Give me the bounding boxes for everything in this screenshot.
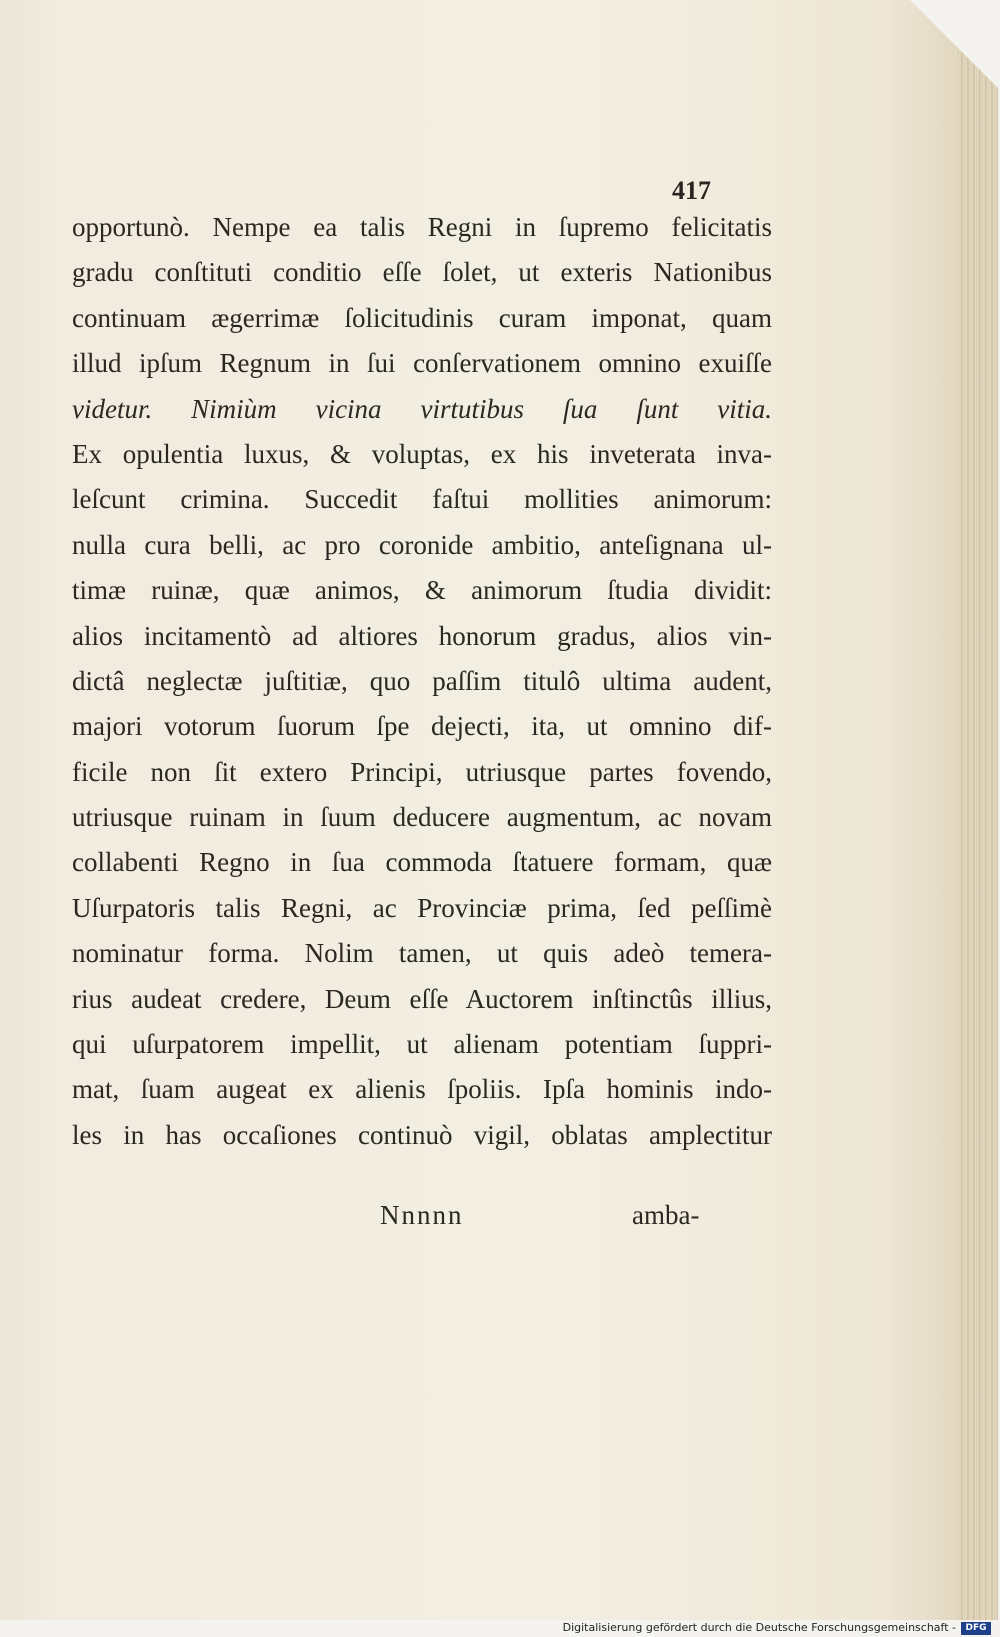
text-line: timæ ruinæ, quæ animos, & animorum ſtudia dividit: <box>72 575 772 606</box>
text-line: mat, ſuam augeat ex alienis ſpoliis. Ipſa hominis indo- <box>72 1074 772 1105</box>
text-line: illud ipſum Regnum in ſui conſervationem omnino exuiſſe <box>72 348 772 379</box>
dfg-logo: DFG <box>961 1622 991 1635</box>
text-line: nulla cura belli, ac pro coronide ambitio, anteſignana ul- <box>72 529 772 560</box>
text-line: collabenti Regno in ſua commoda ſtatuere formam, quæ <box>72 847 772 878</box>
footer-credit: Digitalisierung gefördert durch die Deutsche Forschungsgemeinschaft - <box>562 1621 956 1634</box>
catchword: amba- <box>632 1200 700 1230</box>
text-line: majori votorum ſuorum ſpe dejecti, ita, ut omnino dif- <box>72 711 772 742</box>
text-line: gradu conſtituti conditio eſſe ſolet, ut exteris Nationibus <box>72 257 772 288</box>
text-line: rius audeat credere, Deum eſſe Auctorem inſtinctûs illius, <box>72 983 772 1014</box>
text-line: continuam ægerrimæ ſolicitudinis curam imponat, quam <box>72 302 772 333</box>
signature-mark: Nnnnn <box>380 1200 464 1230</box>
text-line: Uſurpatoris talis Regni, ac Provinciæ prima, ſed peſſimè <box>72 892 772 923</box>
text-line: les in has occaſiones continuò vigil, oblatas amplectitur <box>72 1119 772 1150</box>
page-block-edge <box>958 0 998 1620</box>
text-line: Ex opulentia luxus, & voluptas, ex his inveterata inva- <box>72 438 772 469</box>
text-line: qui uſurpatorem impellit, ut alienam potentiam ſuppri- <box>72 1029 772 1060</box>
text-line: alios incitamentò ad altiores honorum gradus, alios vin- <box>72 620 772 651</box>
text-line: nominatur forma. Nolim tamen, ut quis adeò temera- <box>72 938 772 969</box>
text-line: leſcunt crimina. Succedit faſtui mollities animorum: <box>72 484 772 515</box>
body-text <box>72 205 772 1158</box>
text-line: ficile non ſit extero Principi, utriusque partes fovendo, <box>72 756 772 787</box>
text-line: opportunò. Nempe ea talis Regni in ſupremo felicitatis <box>72 212 772 242</box>
text-line: dictâ neglectæ juſtitiæ, quo paſſim titulô ultima audent, <box>72 665 772 696</box>
text-line-emphasis: videtur. Nimiùm vicina virtutibus ſua ſunt vitia. <box>72 393 772 424</box>
text-line: utriusque ruinam in ſuum deducere augmentum, ac novam <box>72 802 772 833</box>
page-number: 417 <box>672 176 711 205</box>
